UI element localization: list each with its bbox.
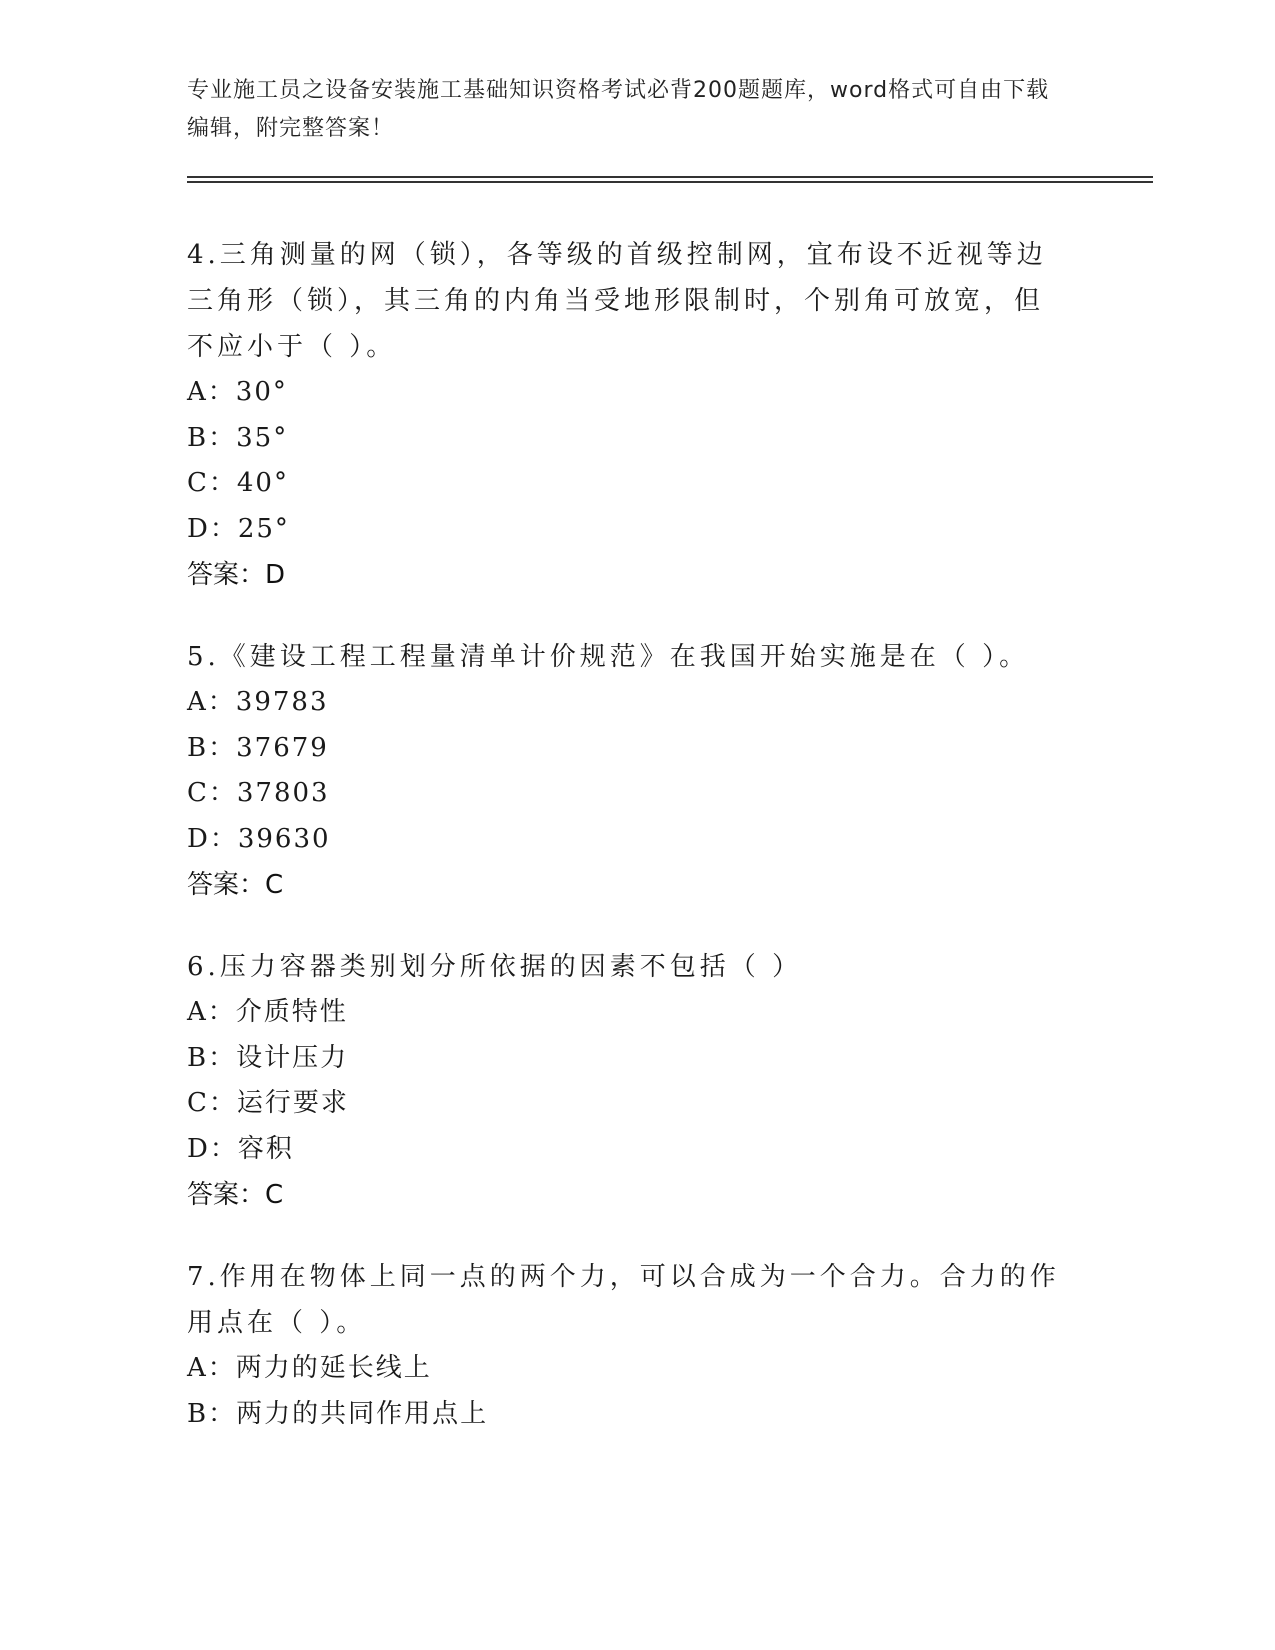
document-header: 专业施工员之设备安装施工基础知识资格考试必背200题题库，word格式可自由下载编辑，附完整答案！ <box>187 78 1050 141</box>
question-text: 4.三角测量的网（锁），各等级的首级控制网，宜布设不近视等边三角形（锁），其三角的内角当受地形限制时，个别角可放宽，但不应小于（ ）。 <box>187 240 1047 362</box>
question-item <box>187 634 1067 908</box>
option-b: B：37679 <box>187 732 329 763</box>
question-text: 5.《建设工程工程量清单计价规范》在我国开始实施是在（ ）。 <box>187 642 1030 672</box>
option-d: D：25° <box>187 513 290 544</box>
option-c: C：37803 <box>187 778 330 808</box>
header-divider-bottom <box>187 181 1153 183</box>
option-c: C：40° <box>187 468 289 498</box>
question-text: 7.作用在物体上同一点的两个力，可以合成为一个合力。合力的作用点在（ ）。 <box>187 1262 1060 1338</box>
answer-line: 答案：D <box>187 560 286 590</box>
answer-line: 答案：C <box>187 870 284 900</box>
option-a: A：介质特性 <box>187 997 348 1027</box>
option-d: D：39630 <box>187 823 331 854</box>
option-b: B：35° <box>187 422 289 453</box>
option-b: B：两力的共同作用点上 <box>187 1398 489 1429</box>
option-a: A：39783 <box>187 687 329 717</box>
option-d: D：容积 <box>187 1133 294 1164</box>
question-item <box>187 944 1067 1218</box>
option-b: B：设计压力 <box>187 1042 349 1073</box>
question-list <box>187 232 1067 1473</box>
question-item <box>187 1254 1067 1437</box>
option-a: A：30° <box>187 377 288 407</box>
question-text: 6.压力容器类别划分所依据的因素不包括（ ） <box>187 952 803 982</box>
option-a: A：两力的延长线上 <box>187 1353 432 1383</box>
question-item <box>187 232 1067 598</box>
option-c: C：运行要求 <box>187 1088 349 1118</box>
answer-line: 答案：C <box>187 1180 284 1210</box>
header-divider-top <box>187 176 1153 178</box>
